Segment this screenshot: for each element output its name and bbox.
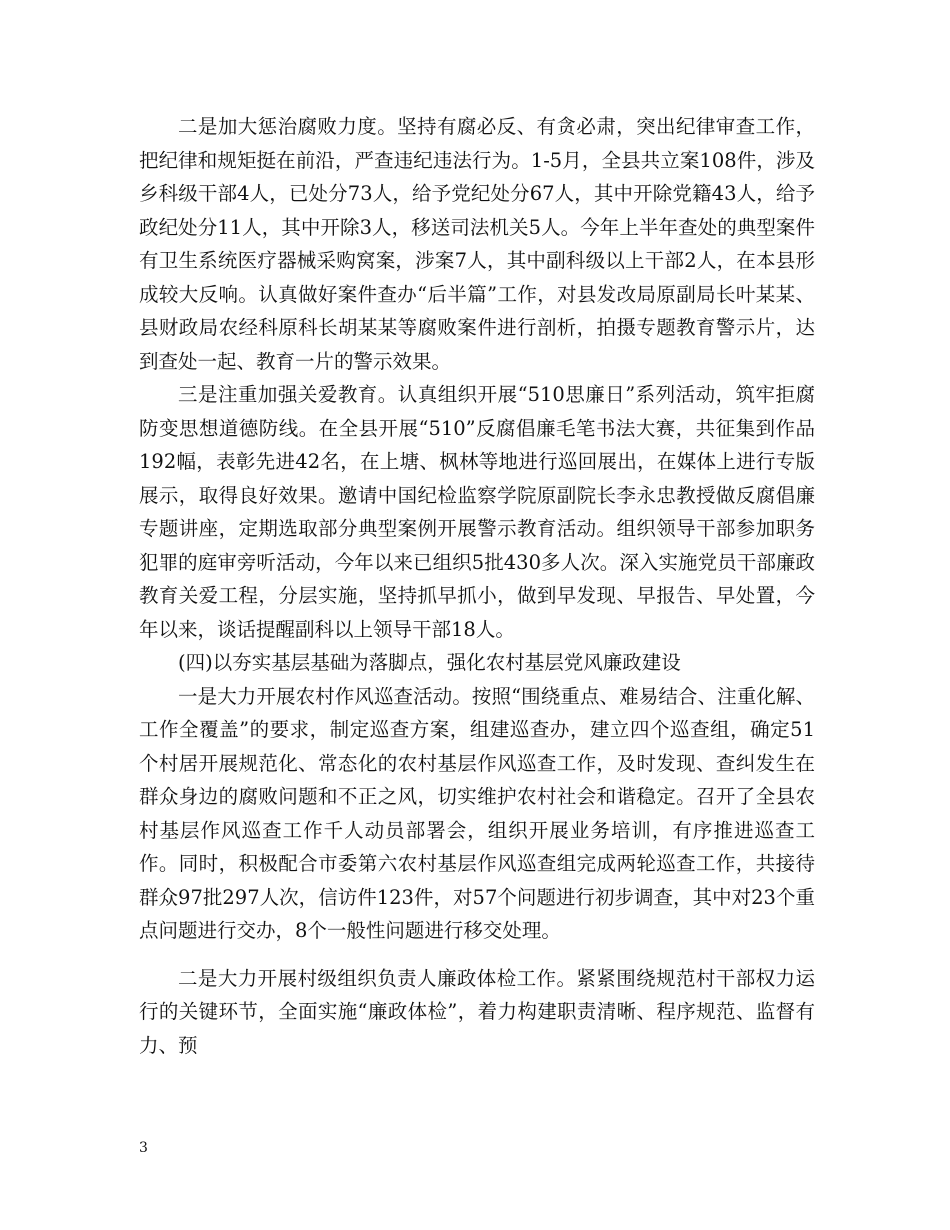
- page-number: 3: [139, 1140, 148, 1156]
- paragraph-rural-inspection: 一是大力开展农村作风巡查活动。按照“围绕重点、难易结合、注重化解、工作全覆盖”的要求，制定巡查方案，组建巡查办，建立四个巡查组，确定51个村居开展规范化、常态化的农村基层作风巡查工作，及时发现、查纠发生在群众身边的腐败问题和不正之风，切实维护农村社会和谐稳定。召开了全县农村基层作风巡查工作千人动员部署会，组织开展业务培训，有序推进巡查工作。同时，积极配合市委第六农村基层作风巡查组完成两轮巡查工作，共接待群众97批297人次，信访件123件，对57个问题进行初步调查，其中对23个重点问题进行交办，8个一般性问题进行移交处理。: [139, 684, 815, 942]
- section-heading-grassroots: (四)以夯实基层基础为落脚点，强化农村基层党风廉政建设: [178, 651, 681, 674]
- paragraph-village-integrity-check: 二是大力开展村级组织负责人廉政体检工作。紧紧围绕规范村干部权力运行的关键环节，全面实施“廉政体检”，着力构建职责清晰、程序规范、监督有力、预: [139, 966, 815, 1057]
- document-body: [139, 110, 815, 1062]
- paragraph-anti-corruption-punishment: 二是加大惩治腐败力度。坚持有腐必反、有贪必肃，突出纪律审查工作，把纪律和规矩挺在前沿，严查违纪违法行为。1-5月，全县共立案108件，涉及乡科级干部4人，已处分73人，给予党纪处分67人，其中开除党籍43人，给予政纪处分11人，其中开除3人，移送司法机关5人。今年上半年查处的典型案件有卫生系统医疗器械采购窝案，涉案7人，其中副科级以上干部2人，在本县形成较大反响。认真做好案件查办“后半篇”工作，对县发改局原副局长叶某某、县财政局农经科原科长胡某某等腐败案件进行剖析，拍摄专题教育警示片，达到查处一起、教育一片的警示效果。: [139, 115, 815, 373]
- paragraph-care-education: 三是注重加强关爱教育。认真组织开展“510思廉日”系列活动，筑牢拒腐防变思想道德防线。在全县开展“510”反腐倡廉毛笔书法大赛，共征集到作品192幅，表彰先进42名，在上塘、枫林等地进行巡回展出，在媒体上进行专版展示，取得良好效果。邀请中国纪检监察学院原副院长李永忠教授做反腐倡廉专题讲座，定期选取部分典型案例开展警示教育活动。组织领导干部参加职务犯罪的庭审旁听活动，今年以来已组织5批430多人次。深入实施党员干部廉政教育关爱工程，分层实施，坚持抓早抓小，做到早发现、早报告、早处置，今年以来，谈话提醒副科以上领导干部18人。: [139, 383, 815, 641]
